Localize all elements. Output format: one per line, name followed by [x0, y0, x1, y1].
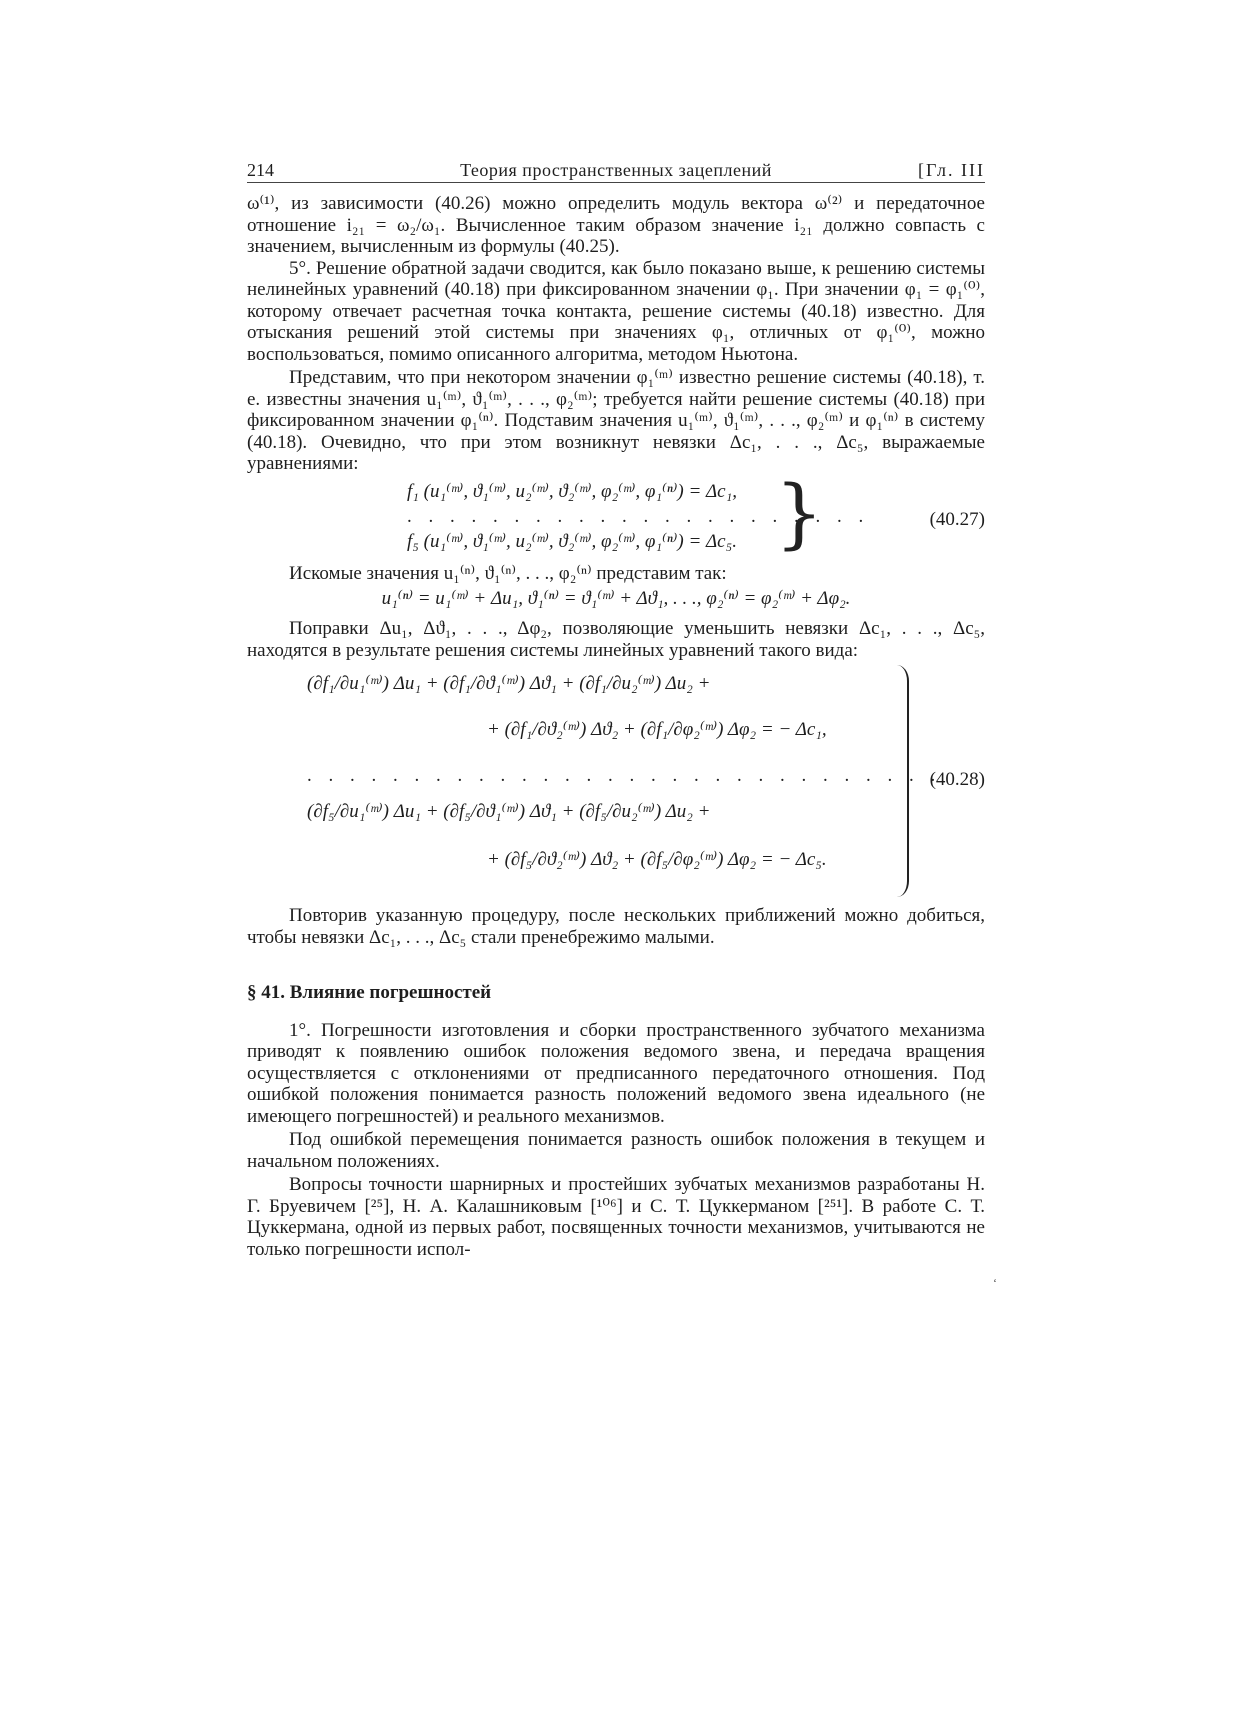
- equation-40-28-row-1b: + (∂f₁/∂ϑ₂⁽ᵐ⁾) Δϑ₂ + (∂f₁/∂φ₂⁽ᵐ⁾) Δφ₂ = − Δc₁,: [487, 719, 827, 740]
- paragraph-6: Повторив указанную процедуру, после нескольких приближений можно добиться, чтобы невязки Δc₁, . . ., Δc₅ стали пренебрежимо малыми.: [247, 905, 985, 948]
- paragraph-4: Искомые значения u₁⁽ⁿ⁾, ϑ₁⁽ⁿ⁾, . . ., φ₂⁽ⁿ⁾ представим так:: [289, 562, 727, 584]
- running-title: Теория пространственных зацеплений: [460, 160, 772, 180]
- equation-40-27-line-1: f₁ (u₁⁽ᵐ⁾, ϑ₁⁽ᵐ⁾, u₂⁽ᵐ⁾, ϑ₂⁽ᵐ⁾, φ₂⁽ᵐ⁾, φ₁⁽ⁿ⁾) = Δc₁,: [407, 480, 737, 502]
- scan-mark-icon: ʻ: [993, 1276, 997, 1290]
- paragraph-9: Вопросы точности шарнирных и простейших зубчатых механизмов разработаны Н. Г. Бруевичем [²⁵], Н. А. Калашниковым [¹⁰⁶] и С. Т. Цуккерманом [²⁵¹]. В работе С. Т. Цуккермана, одной из первых работ, посвященных точности механизмов, учитываются не только погрешности испол-: [247, 1174, 985, 1260]
- chapter-label: [Гл. III: [917, 160, 985, 180]
- paragraph-5: Поправки Δu₁, Δϑ₁, . . ., Δφ₂, позволяющие уменьшить невязки Δc₁, . . ., Δc₅, находятся в результате решения системы линейных уравнений такого вида:: [247, 618, 985, 661]
- equation-40-27-line-2: f₅ (u₁⁽ᵐ⁾, ϑ₁⁽ᵐ⁾, u₂⁽ᵐ⁾, ϑ₂⁽ᵐ⁾, φ₂⁽ᵐ⁾, φ₁⁽ⁿ⁾) = Δc₅.: [407, 530, 737, 552]
- right-brace-icon: }: [775, 467, 824, 557]
- equation-40-28-row-2a: (∂f₅/∂u₁⁽ᵐ⁾) Δu₁ + (∂f₅/∂ϑ₁⁽ᵐ⁾) Δϑ₁ + (∂f₅/∂u₂⁽ᵐ⁾) Δu₂ +: [307, 801, 711, 822]
- equation-number-40-27: (40.27): [929, 508, 985, 530]
- page-number: 214: [247, 160, 274, 180]
- equation-40-27: [247, 467, 985, 559]
- paragraph-1: ω⁽¹⁾, из зависимости (40.26) можно определить модуль вектора ω⁽²⁾ и передаточное отношение i₂₁ = ω₂/ω₁. Вычисленное таким образом значение i₂₁ должно совпасть с значением, вычисленным из формулы (40.25).: [247, 193, 985, 257]
- equation-40-28-dots: . . . . . . . . . . . . . . . . . . . . . . . . . . . . . .: [307, 765, 942, 786]
- equation-40-28-row-2b: + (∂f₅/∂ϑ₂⁽ᵐ⁾) Δϑ₂ + (∂f₅/∂φ₂⁽ᵐ⁾) Δφ₂ = − Δc₅.: [487, 849, 827, 870]
- equation-40-27-dots: . . . . . . . . . . . . . . . . . . . . . .: [407, 505, 870, 527]
- running-header: [247, 160, 985, 183]
- paragraph-2: 5°. Решение обратной задачи сводится, как было показано выше, к решению системы нелинейных уравнений (40.18) при фиксированном значении φ₁. При значении φ₁ = φ₁⁽⁰⁾, которому отвечает расчетная точка контакта, решение системы (40.18) известно. Для отыскания решений этой системы при значениях φ₁, отличных от φ₁⁽⁰⁾, можно воспользоваться, помимо описанного алгоритма, методом Ньютона.: [247, 257, 985, 365]
- paragraph-8: Под ошибкой перемещения понимается разность ошибок положения в текущем и начальном положениях.: [247, 1129, 985, 1172]
- equation-40-28: [247, 665, 985, 901]
- large-right-brace-icon: [895, 665, 909, 897]
- book-page: [247, 160, 985, 1260]
- paragraph-3: Представим, что при некотором значении φ₁⁽ᵐ⁾ известно решение системы (40.18), т. е. известны значения u₁⁽ᵐ⁾, ϑ₁⁽ᵐ⁾, . . ., φ₂⁽ᵐ⁾; требуется найти решение системы (40.18) при фиксированном значении φ₁⁽ⁿ⁾. Подставим значения u₁⁽ᵐ⁾, ϑ₁⁽ᵐ⁾, . . ., φ₂⁽ᵐ⁾ и φ₁⁽ⁿ⁾ в систему (40.18). Очевидно, что при этом возникнут невязки Δc₁, . . ., Δc₅, выражаемые уравнениями:: [247, 367, 985, 474]
- paragraph-7: 1°. Погрешности изготовления и сборки пространственного зубчатого механизма приводят к появлению ошибок положения ведомого звена, и передача вращения осуществляется с отклонениями от предписанного передаточного отношения. Под ошибкой положения понимается разность положений ведомого звена идеального (не имеющего погрешностей) и реального механизмов.: [247, 1019, 985, 1127]
- equation-substitution: u₁⁽ⁿ⁾ = u₁⁽ᵐ⁾ + Δu₁, ϑ₁⁽ⁿ⁾ = ϑ₁⁽ᵐ⁾ + Δϑ₁, . . ., φ₂⁽ⁿ⁾ = φ₂⁽ᵐ⁾ + Δφ₂.: [381, 588, 851, 609]
- section-title: § 41. Влияние погрешностей: [247, 982, 492, 1003]
- equation-number-40-28: (40.28): [929, 769, 985, 790]
- equation-40-28-row-1a: (∂f₁/∂u₁⁽ᵐ⁾) Δu₁ + (∂f₁/∂ϑ₁⁽ᵐ⁾) Δϑ₁ + (∂f₁/∂u₂⁽ᵐ⁾) Δu₂ +: [307, 673, 711, 694]
